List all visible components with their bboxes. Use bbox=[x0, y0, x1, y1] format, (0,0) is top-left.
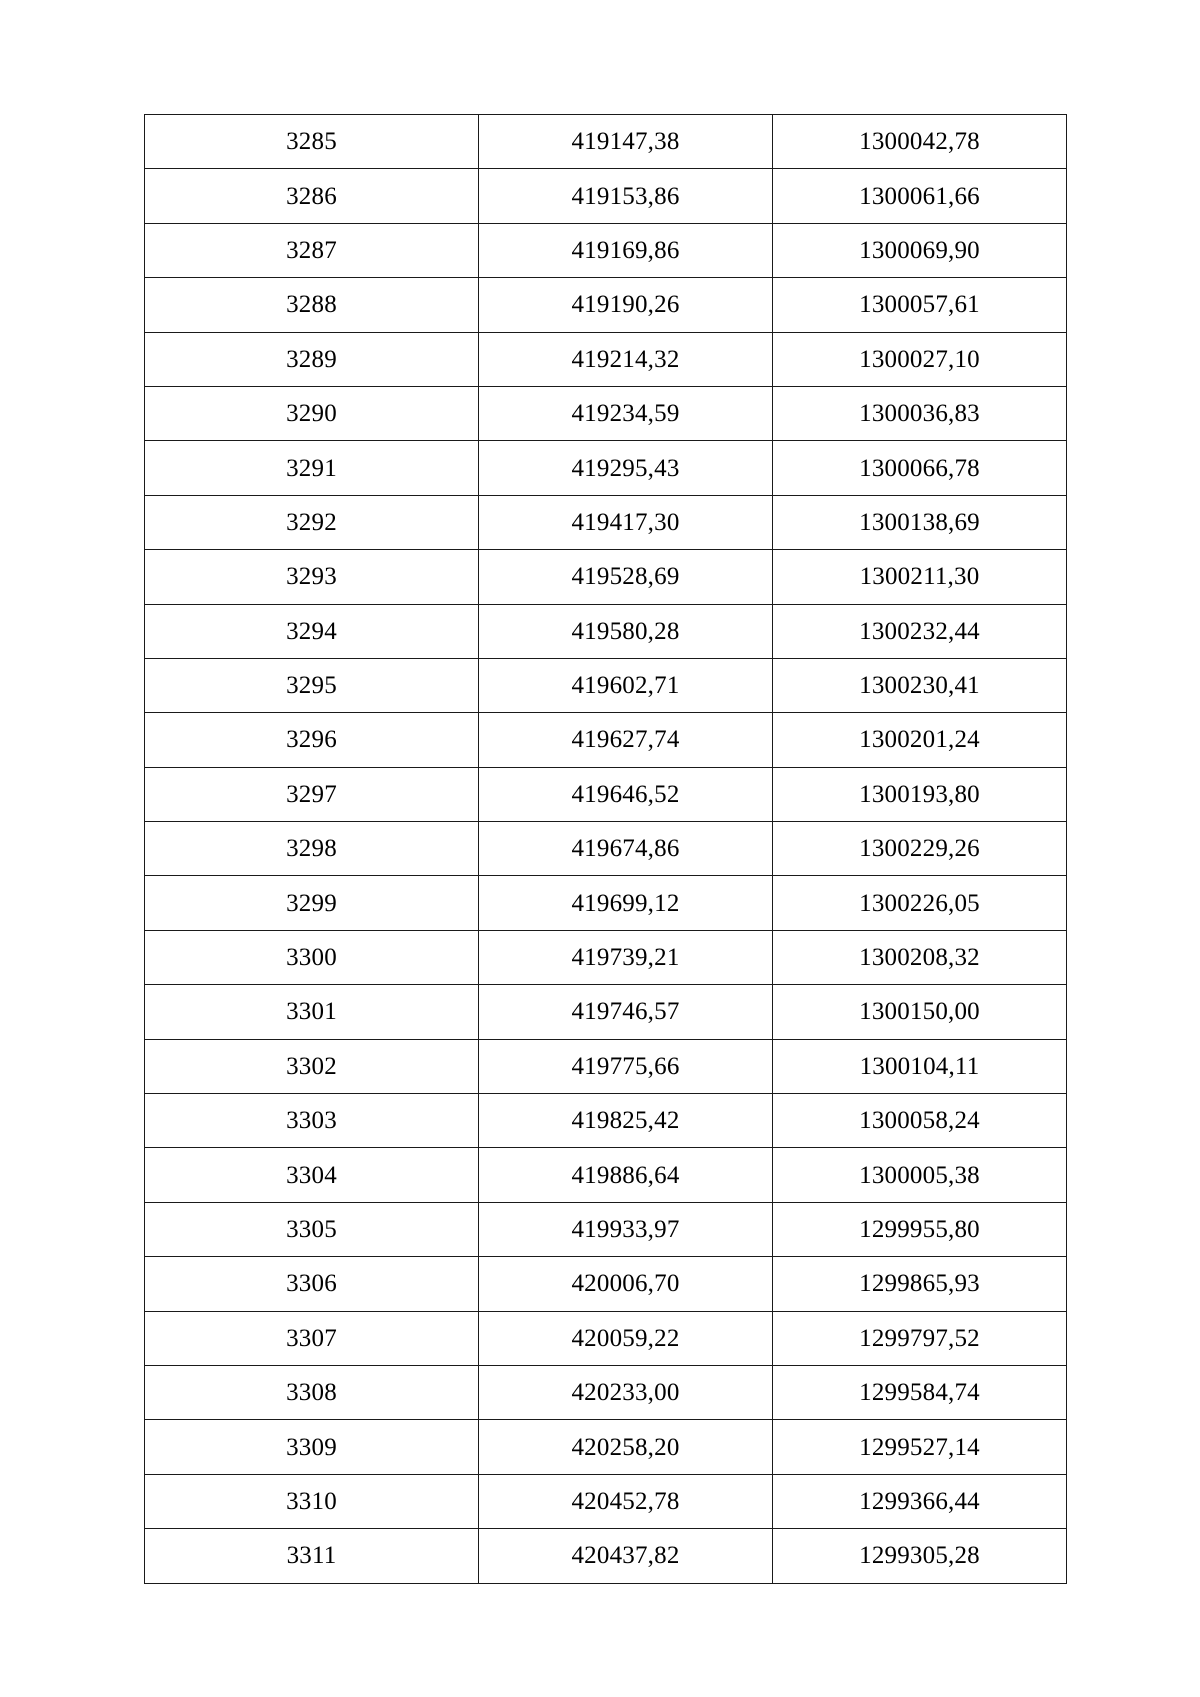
coordinate-x-cell: 420059,22 bbox=[479, 1311, 773, 1365]
coordinate-x-cell: 419775,66 bbox=[479, 1039, 773, 1093]
point-number-cell: 3295 bbox=[145, 658, 479, 712]
point-number-cell: 3300 bbox=[145, 930, 479, 984]
coordinate-x-cell: 420437,82 bbox=[479, 1529, 773, 1583]
point-number-cell: 3286 bbox=[145, 169, 479, 223]
coordinate-y-cell: 1300104,11 bbox=[773, 1039, 1067, 1093]
point-number-cell: 3308 bbox=[145, 1365, 479, 1419]
point-number-cell: 3301 bbox=[145, 985, 479, 1039]
coordinate-x-cell: 419602,71 bbox=[479, 658, 773, 712]
table-row bbox=[145, 822, 1067, 876]
coordinate-x-cell: 419825,42 bbox=[479, 1094, 773, 1148]
point-number-cell: 3311 bbox=[145, 1529, 479, 1583]
table-row bbox=[145, 1257, 1067, 1311]
coordinate-x-cell: 419417,30 bbox=[479, 495, 773, 549]
point-number-cell: 3287 bbox=[145, 223, 479, 277]
point-number-cell: 3291 bbox=[145, 441, 479, 495]
coordinate-x-cell: 419746,57 bbox=[479, 985, 773, 1039]
point-number-cell: 3290 bbox=[145, 386, 479, 440]
point-number-cell: 3303 bbox=[145, 1094, 479, 1148]
table-row bbox=[145, 985, 1067, 1039]
coordinate-y-cell: 1300005,38 bbox=[773, 1148, 1067, 1202]
point-number-cell: 3289 bbox=[145, 332, 479, 386]
coordinate-y-cell: 1300230,41 bbox=[773, 658, 1067, 712]
point-number-cell: 3305 bbox=[145, 1202, 479, 1256]
point-number-cell: 3306 bbox=[145, 1257, 479, 1311]
coordinate-x-cell: 419214,32 bbox=[479, 332, 773, 386]
table-row bbox=[145, 386, 1067, 440]
coordinate-x-cell: 419646,52 bbox=[479, 767, 773, 821]
coordinates-table-body bbox=[145, 115, 1067, 1584]
coordinate-y-cell: 1299865,93 bbox=[773, 1257, 1067, 1311]
coordinate-y-cell: 1300193,80 bbox=[773, 767, 1067, 821]
table-row bbox=[145, 441, 1067, 495]
coordinate-y-cell: 1300036,83 bbox=[773, 386, 1067, 440]
table-row bbox=[145, 223, 1067, 277]
coordinate-x-cell: 420006,70 bbox=[479, 1257, 773, 1311]
coordinate-y-cell: 1299955,80 bbox=[773, 1202, 1067, 1256]
table-row bbox=[145, 1529, 1067, 1583]
table-row bbox=[145, 604, 1067, 658]
point-number-cell: 3307 bbox=[145, 1311, 479, 1365]
coordinate-x-cell: 419528,69 bbox=[479, 550, 773, 604]
coordinate-y-cell: 1300069,90 bbox=[773, 223, 1067, 277]
table-row bbox=[145, 1039, 1067, 1093]
coordinate-x-cell: 420452,78 bbox=[479, 1474, 773, 1528]
coordinate-x-cell: 420233,00 bbox=[479, 1365, 773, 1419]
point-number-cell: 3293 bbox=[145, 550, 479, 604]
table-row bbox=[145, 930, 1067, 984]
coordinate-y-cell: 1299584,74 bbox=[773, 1365, 1067, 1419]
point-number-cell: 3302 bbox=[145, 1039, 479, 1093]
coordinate-x-cell: 419295,43 bbox=[479, 441, 773, 495]
point-number-cell: 3309 bbox=[145, 1420, 479, 1474]
coordinate-y-cell: 1300061,66 bbox=[773, 169, 1067, 223]
coordinate-y-cell: 1299366,44 bbox=[773, 1474, 1067, 1528]
coordinate-x-cell: 419580,28 bbox=[479, 604, 773, 658]
point-number-cell: 3292 bbox=[145, 495, 479, 549]
coordinate-y-cell: 1300150,00 bbox=[773, 985, 1067, 1039]
table-row bbox=[145, 332, 1067, 386]
table-row bbox=[145, 115, 1067, 169]
table-row bbox=[145, 1420, 1067, 1474]
table-row bbox=[145, 550, 1067, 604]
coordinate-y-cell: 1300058,24 bbox=[773, 1094, 1067, 1148]
coordinate-x-cell: 419147,38 bbox=[479, 115, 773, 169]
coordinate-x-cell: 419933,97 bbox=[479, 1202, 773, 1256]
coordinate-x-cell: 420258,20 bbox=[479, 1420, 773, 1474]
coordinate-y-cell: 1300066,78 bbox=[773, 441, 1067, 495]
coordinate-x-cell: 419674,86 bbox=[479, 822, 773, 876]
coordinate-x-cell: 419190,26 bbox=[479, 278, 773, 332]
coordinate-y-cell: 1299797,52 bbox=[773, 1311, 1067, 1365]
coordinate-y-cell: 1300027,10 bbox=[773, 332, 1067, 386]
coordinate-x-cell: 419739,21 bbox=[479, 930, 773, 984]
point-number-cell: 3294 bbox=[145, 604, 479, 658]
point-number-cell: 3304 bbox=[145, 1148, 479, 1202]
coordinate-y-cell: 1299305,28 bbox=[773, 1529, 1067, 1583]
table-row bbox=[145, 1202, 1067, 1256]
table-row bbox=[145, 767, 1067, 821]
point-number-cell: 3297 bbox=[145, 767, 479, 821]
coordinate-y-cell: 1300229,26 bbox=[773, 822, 1067, 876]
table-row bbox=[145, 658, 1067, 712]
table-row bbox=[145, 1148, 1067, 1202]
table-row bbox=[145, 713, 1067, 767]
coordinate-y-cell: 1300226,05 bbox=[773, 876, 1067, 930]
coordinate-y-cell: 1300057,61 bbox=[773, 278, 1067, 332]
table-row bbox=[145, 876, 1067, 930]
coordinate-x-cell: 419234,59 bbox=[479, 386, 773, 440]
coordinate-x-cell: 419169,86 bbox=[479, 223, 773, 277]
table-row bbox=[145, 1094, 1067, 1148]
table-row bbox=[145, 495, 1067, 549]
coordinates-table bbox=[144, 114, 1067, 1584]
point-number-cell: 3298 bbox=[145, 822, 479, 876]
point-number-cell: 3288 bbox=[145, 278, 479, 332]
point-number-cell: 3296 bbox=[145, 713, 479, 767]
coordinate-x-cell: 419699,12 bbox=[479, 876, 773, 930]
coordinate-y-cell: 1300042,78 bbox=[773, 115, 1067, 169]
table-row bbox=[145, 278, 1067, 332]
coordinate-y-cell: 1300138,69 bbox=[773, 495, 1067, 549]
point-number-cell: 3285 bbox=[145, 115, 479, 169]
coordinate-x-cell: 419627,74 bbox=[479, 713, 773, 767]
coordinate-y-cell: 1300201,24 bbox=[773, 713, 1067, 767]
coordinate-x-cell: 419886,64 bbox=[479, 1148, 773, 1202]
point-number-cell: 3299 bbox=[145, 876, 479, 930]
coordinate-x-cell: 419153,86 bbox=[479, 169, 773, 223]
table-row bbox=[145, 1474, 1067, 1528]
coordinate-y-cell: 1300211,30 bbox=[773, 550, 1067, 604]
coordinate-y-cell: 1300208,32 bbox=[773, 930, 1067, 984]
table-row bbox=[145, 1311, 1067, 1365]
point-number-cell: 3310 bbox=[145, 1474, 479, 1528]
table-row bbox=[145, 1365, 1067, 1419]
table-row bbox=[145, 169, 1067, 223]
coordinate-y-cell: 1300232,44 bbox=[773, 604, 1067, 658]
coordinate-y-cell: 1299527,14 bbox=[773, 1420, 1067, 1474]
